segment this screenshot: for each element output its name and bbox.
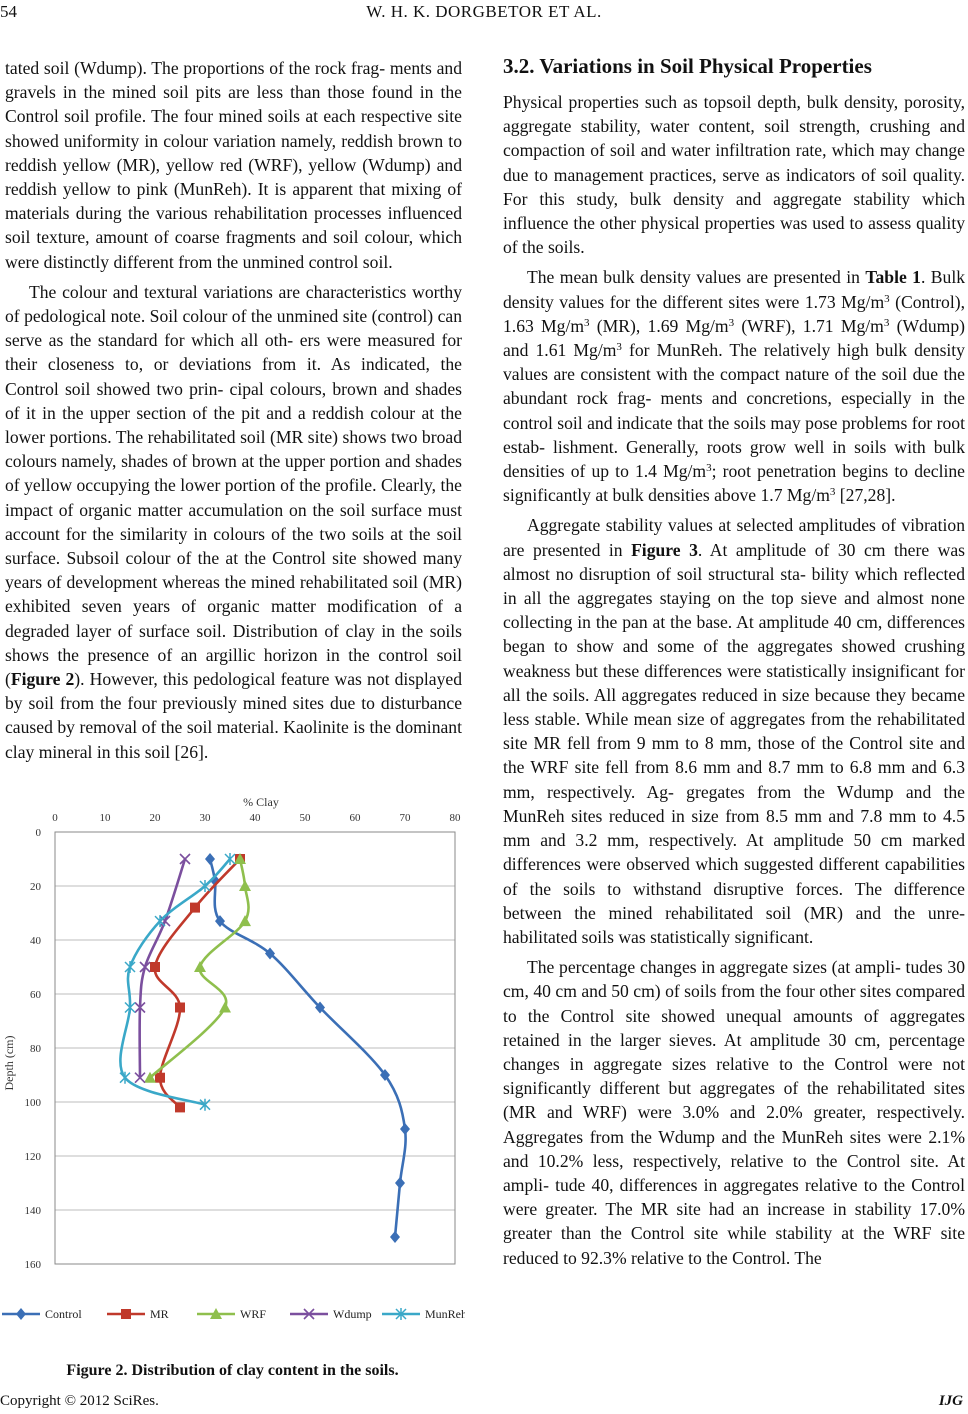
data-point-mr [175,1003,185,1013]
data-point-control [395,1177,405,1189]
figure-reference[interactable]: Figure 3 [631,539,698,560]
x-axis-title: % Clay [243,795,279,809]
data-point-munreh [225,853,235,865]
y-tick-label: 20 [30,881,41,893]
x-tick-label: 40 [249,812,261,824]
legend-label-munreh: MunReh [425,1307,465,1321]
figure-2 [0,755,465,1360]
journal-abbreviation: IJG [938,1393,963,1409]
x-tick-label: 10 [99,812,111,824]
page-footer [0,1393,968,1413]
paragraph: The colour and textural variations are characteristics worthy of pedological note. Soil colour of the unmined site (control) can serve as the standard for which all oth- ers were measured for their closeness to, or deviations from it. As indicated, the Control soil showed two prin- cipal colours, brown and shades of it in the upper section of the pit and a reddish colour at the lower portions. The rehabilitated soil (MR site) shows two broad colours namely, shades of brown at the upper portion and shades of yellow occupying the lower portion of the profile. Clearly, the impact of organic matter accumulation on the soil surface must account for the similarity in colours of the two soils at the soil surface. Subsoil colour of the at the Control site showed many years of development whereas the mined rehabilitated soil (MR) exhibited seven years of organic matter modification of a degraded layer of surface soil. Distribution of clay in the soils shows the presence of an argillic horizon in the control soil (Figure 2). However, this pedological feature was not displayed by soil from the four previously mined sites due to disturbance caused by removal of the soil material. Kaolinite is the dominant clay mineral in this soil [26]. [5,281,462,762]
legend-label-mr: MR [150,1307,169,1321]
figure-reference[interactable]: Figure 2 [10,669,75,690]
y-tick-label: 140 [24,1205,41,1217]
table-reference[interactable]: Table 1 [865,267,921,288]
figure-caption: Figure 2. Distribution of clay content in the soils. [66,1362,399,1379]
data-point-munreh [155,915,165,927]
x-tick-label: 20 [149,812,161,824]
right-column [503,53,965,1270]
x-tick-label: 50 [299,812,311,824]
y-tick-label: 100 [24,1097,41,1109]
paragraph: Physical properties such as topsoil depth, bulk density, porosity, aggregate stability, water content, soil strength, crushing and compaction of soil and water infiltration rate, which may change due to management practices, serve as indicators of soil quality. For this study, bulk density and aggregate stability which influence the other physical properties was used to assess quality of the soils. [503,92,965,258]
x-tick-label: 60 [349,812,361,824]
data-point-mr [190,903,200,913]
paragraph: The percentage changes in aggregate sizes (at ampli- tudes 30 cm, 40 cm and 50 cm) of soils from the four other sites compared to the Control site showed unequal amounts of aggregates retained in the larger sieves. At amplitude 30 cm, percentage changes in aggregate sizes relative to the Control were not significantly different but aggregates of the rehabilitated sites (MR and WRF) were 3.0% and 2.0% greater, respectively. Aggregates from the Wdump and the MunReh sites were 2.1% and 10.2% less, respectively, relative to the Control site. At ampli- tude 40, differences in aggregates relative to the Control were greater. The MR site had an increase in stability 17.0% greater than the Control site while stability at the WRF site reduced to 92.3% relative to the Control. The [503,957,965,1268]
running-header [0,0,968,30]
paragraph: tated soil (Wdump). The proportions of the rock frag- ments and gravels in the mined soil pits are less than those found in the Control soil profile. The four mined soils at each respective site showed uniformity in colour variation namely, reddish brown to reddish yellow (MR), yellow red (WRF), yellow (Wdump) and reddish yellow to pink (MunReh). It is apparent that mixing of materials during the various rehabilitation processes influenced soil texture, amount of coarse fragments and soil colour, which were distinctly different from the unmined control soil. [5,58,462,272]
page-number: 54 [0,2,17,21]
legend-marker-mr [121,1309,131,1319]
y-tick-label: 160 [24,1259,41,1271]
y-tick-label: 60 [30,989,41,1001]
legend-label-wdump: Wdump [333,1307,372,1321]
x-tick-label: 70 [399,812,411,824]
data-point-wrf [219,1002,231,1013]
clay-depth-chart [0,755,465,1360]
y-tick-label: 80 [30,1043,41,1055]
x-tick-label: 80 [449,812,461,824]
data-point-control [400,1123,410,1135]
y-tick-label: 120 [24,1151,41,1163]
x-tick-label: 30 [199,812,211,824]
series-line-mr [155,859,240,1107]
data-point-wrf [194,961,206,972]
legend-label-wrf: WRF [240,1307,267,1321]
y-tick-label: 40 [30,935,41,947]
running-authors: W. H. K. DORGBETOR ET AL. [366,2,602,21]
legend-label-control: Control [45,1307,82,1321]
paragraph: Aggregate stability values at selected amplitudes of vibration are presented in Figure 3. At amplitude of 30 cm there was almost no disruption of soil structural sta- bility which reflected in all the aggregates staying on the top sieve and almost none collecting in the pan at the base. At amplitude 40 cm, differences began to show and some of the aggregates showed crushing weakness but these differences were statistically insignificant for all the soils. All aggregates reduced in size because they became less stable. While mean size of aggregates from the rehabilitated site MR fell from 9 mm to 8 mm, those of the Control site and the WRF site fell from 8.6 mm and 8.7 mm to 6.8 mm and 6.3 mm, respectively. Ag- gregates from the Wdump and the MunReh sites reduced in size from 8.5 mm and 7.8 mm to 4.5 mm and 3.2 mm, respectively. At amplitude 50 cm marked differences were observed which suggested different capabilities of the soils to withstand disruptive forces. The difference between the mined rehabilitated soil (MR) and the unre- habilitated soils was statistically significant. [503,515,965,947]
section-heading: 3.2. Variations in Soil Physical Properties [503,54,872,78]
data-point-mr [155,1073,165,1083]
data-point-control [205,853,215,865]
x-tick-label: 0 [52,812,58,824]
data-point-mr [150,962,160,972]
left-column [5,56,462,764]
y-axis-title: Depth (cm) [2,1035,16,1091]
paragraph: The mean bulk density values are presented in Table 1. Bulk density values for the different sites were 1.73 $Mg/m^3$ (Control), 1.63 $Mg/m^3$ (MR), 1.69 $Mg/m^3$ (WRF), 1.71 $Mg/m^3$ (Wdump) and 1.61 $Mg/m^3$ for MunReh. The relatively high bulk density values are consistent with the compact nature of the soil due the abundant rock frag- ments and concretions, especially in the control soil and indicate that the soils may pose problems for root estab- lishment. Generally, roots grow well in soils with bulk densities of up to 1.4 $Mg/m^3$; root penetration begins to decline significantly at bulk densities above 1.7 $Mg/m^3$ [27,28]. [503,267,966,506]
data-point-wrf [239,915,251,926]
y-tick-label: 0 [35,827,41,839]
data-point-munreh [120,1072,130,1084]
data-point-munreh [125,1002,135,1014]
copyright-notice: Copyright © 2012 SciRes. [0,1393,159,1409]
data-point-control [390,1231,400,1243]
data-point-munreh [125,961,135,973]
data-point-mr [175,1102,185,1112]
legend-marker-control [16,1308,26,1320]
